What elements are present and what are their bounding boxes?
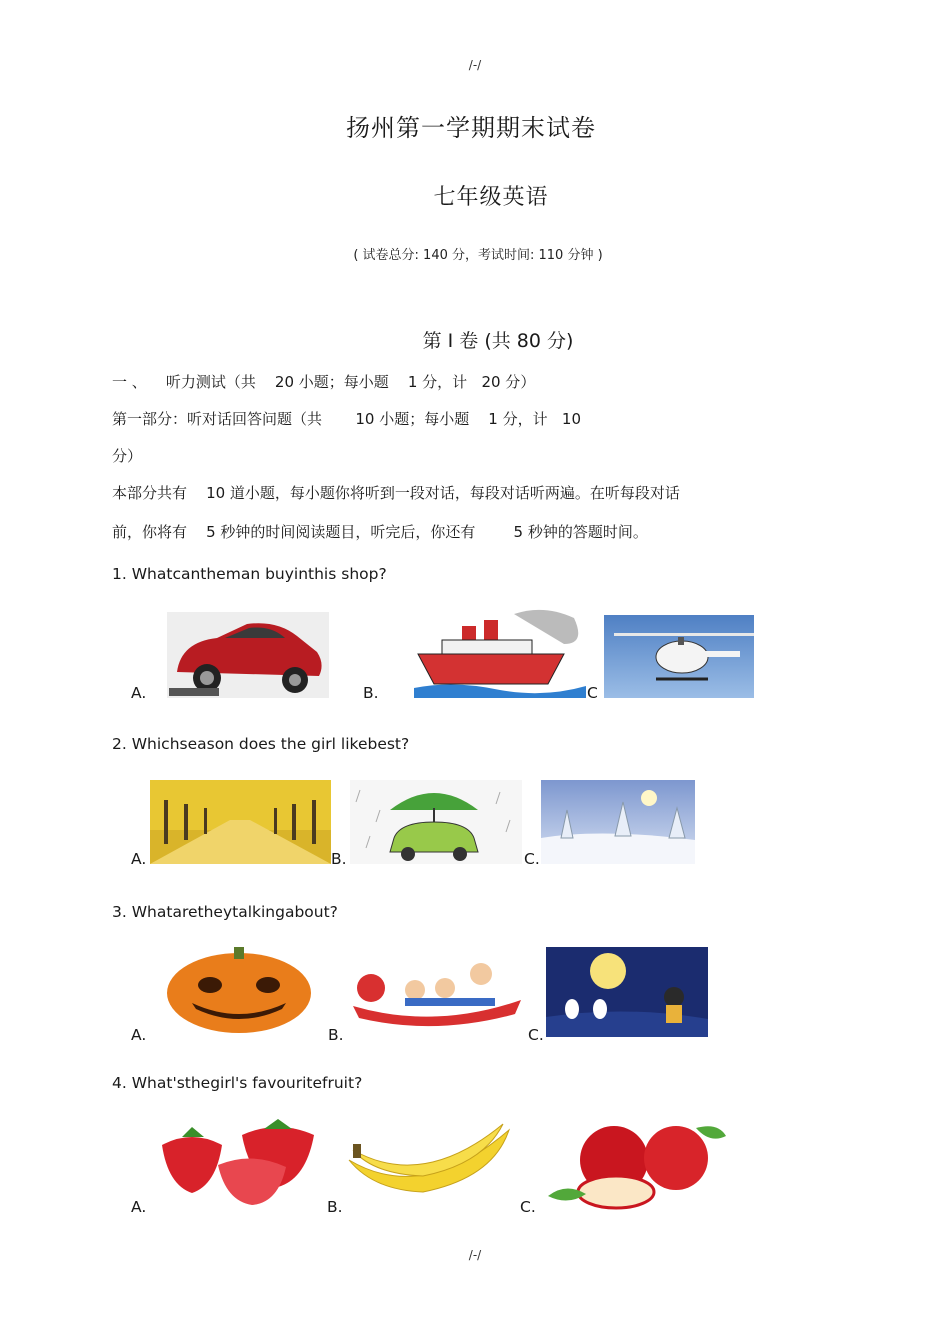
q1-option-b-label: B. [363, 684, 379, 702]
q2-winter-snow-image [541, 780, 695, 864]
instruction-line2: 前，你将有 5 秒钟的时间阅读题目，听完后，你还有 5 秒钟的答题时间。 [112, 523, 648, 541]
q1-option-c-label: C [587, 684, 598, 702]
question-1: 1. Whatcantheman buyinthis shop? [112, 565, 387, 583]
page-marker-bottom: /-/ [468, 1248, 482, 1262]
q3-dragon-boat-image [345, 950, 528, 1032]
exam-title: 扬州第一学期期末试卷 [346, 114, 596, 142]
question-3: 3. Whataretheytalkingabout? [112, 903, 338, 921]
score-info: ( 试卷总分: 140 分，考试时间: 110 分钟 ) [353, 248, 603, 263]
q3-option-a-label: A. [131, 1026, 147, 1044]
q4-apples-image [546, 1122, 730, 1210]
section-heading: 一 、 听力测试（共 20 小题；每小题 1 分，计 20 分） [112, 373, 536, 391]
q1-option-a-label: A. [131, 684, 147, 702]
q3-moon-festival-image [546, 947, 708, 1037]
q3-option-b-label: B. [328, 1026, 344, 1044]
q2-option-b-label: B. [331, 850, 347, 868]
exam-subtitle: 七年级英语 [433, 185, 549, 210]
part1-line2: 分） [112, 447, 143, 465]
instruction-line1: 本部分共有 10 道小题，每小题你将听到一段对话，每段对话听两遍。在听每段对话 [112, 484, 680, 502]
q4-option-a-label: A. [131, 1198, 147, 1216]
q2-rainy-car-image [350, 780, 522, 864]
q4-option-b-label: B. [327, 1198, 343, 1216]
q3-option-c-label: C. [528, 1026, 544, 1044]
part1-line1: 第一部分：听对话回答问题（共 10 小题；每小题 1 分，计 10 [112, 410, 582, 428]
question-4: 4. What'sthegirl's favouritefruit? [112, 1074, 363, 1092]
q4-option-c-label: C. [520, 1198, 536, 1216]
q3-halloween-pumpkin-image [152, 945, 326, 1035]
q2-option-c-label: C. [524, 850, 540, 868]
q1-cartoon-ship-image [414, 604, 586, 698]
q1-red-toy-car-image [167, 612, 329, 698]
q4-strawberries-image [152, 1115, 326, 1209]
part-title: 第 I 卷 (共 80 分) [422, 330, 574, 352]
q1-helicopter-image [604, 615, 754, 698]
q2-autumn-trees-image [150, 780, 331, 864]
page-marker-top: /-/ [468, 58, 482, 72]
q4-bananas-image [343, 1120, 517, 1208]
question-2: 2. Whichseason does the girl likebest? [112, 735, 410, 753]
q2-option-a-label: A. [131, 850, 147, 868]
